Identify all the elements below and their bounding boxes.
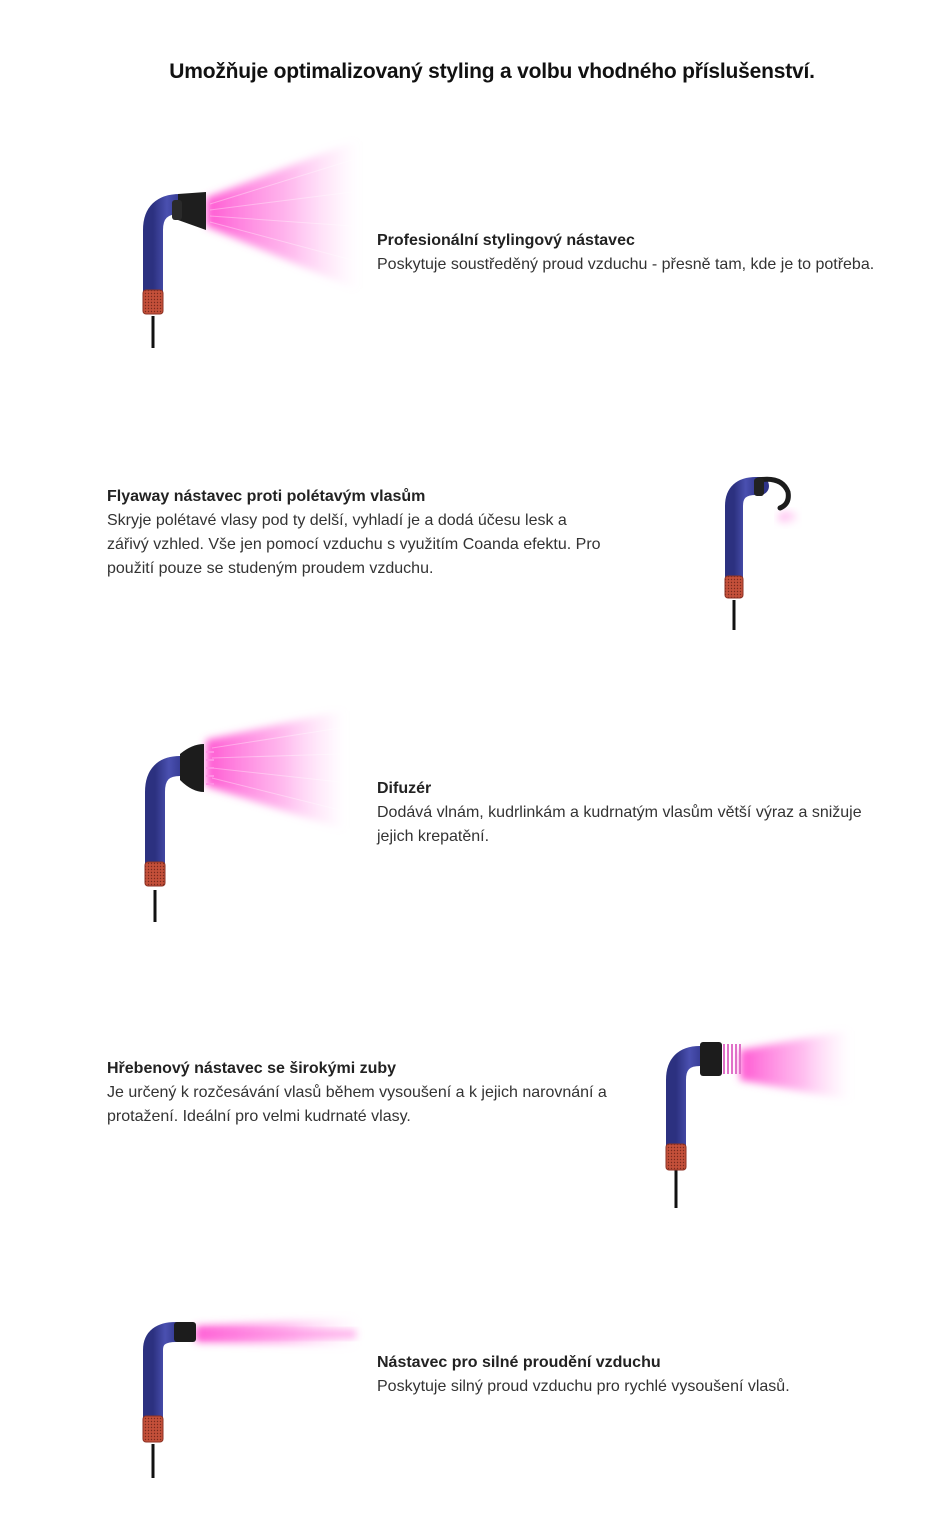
feature-styling-concentrator — [377, 229, 877, 277]
feature-high-airflow-nozzle — [377, 1351, 877, 1399]
dryer-wide-tooth-comb-image — [640, 1020, 860, 1220]
feature-description: Je určený k rozčesávání vlasů během vysoušení a k jejich narovnání a protažení. Ideální pro velmi kudrnaté vlasy. — [107, 1084, 607, 1125]
dryer-flyaway-attachment-image — [700, 470, 810, 640]
feature-flyaway-attachment — [107, 485, 607, 581]
dryer-styling-concentrator-image — [120, 130, 370, 360]
feature-description: Dodává vlnám, kudrlinkám a kudrnatým vlasům větší výraz a snižuje jejich krepatění. — [377, 804, 862, 845]
dryer-diffuser-image — [120, 700, 360, 930]
feature-diffuser — [377, 777, 877, 849]
feature-wide-tooth-comb — [107, 1057, 607, 1129]
feature-title: Hřebenový nástavec se širokými zuby — [107, 1060, 397, 1077]
feature-title: Nástavec pro silné proudění vzduchu — [377, 1354, 661, 1371]
feature-title: Difuzér — [377, 780, 432, 797]
feature-title: Profesionální stylingový nástavec — [377, 232, 635, 249]
page-title: Umožňuje optimalizovaný styling a volbu vhodného příslušenství. — [169, 60, 815, 84]
feature-description: Poskytuje silný proud vzduchu pro rychlé vysoušení vlasů. — [377, 1378, 790, 1395]
feature-description: Skryje polétavé vlasy pod ty delší, vyhladí je a dodá účesu lesk a zářivý vzhled. Vše jen pomocí vzduchu s využitím Coanda efektu. Pro použití pouze se studeným proudem vzduchu. — [107, 512, 601, 577]
dryer-high-airflow-nozzle-image — [120, 1300, 370, 1490]
feature-title: Flyaway nástavec proti polétavým vlasům — [107, 488, 426, 505]
feature-description: Poskytuje soustředěný proud vzduchu - přesně tam, kde je to potřeba. — [377, 256, 875, 273]
